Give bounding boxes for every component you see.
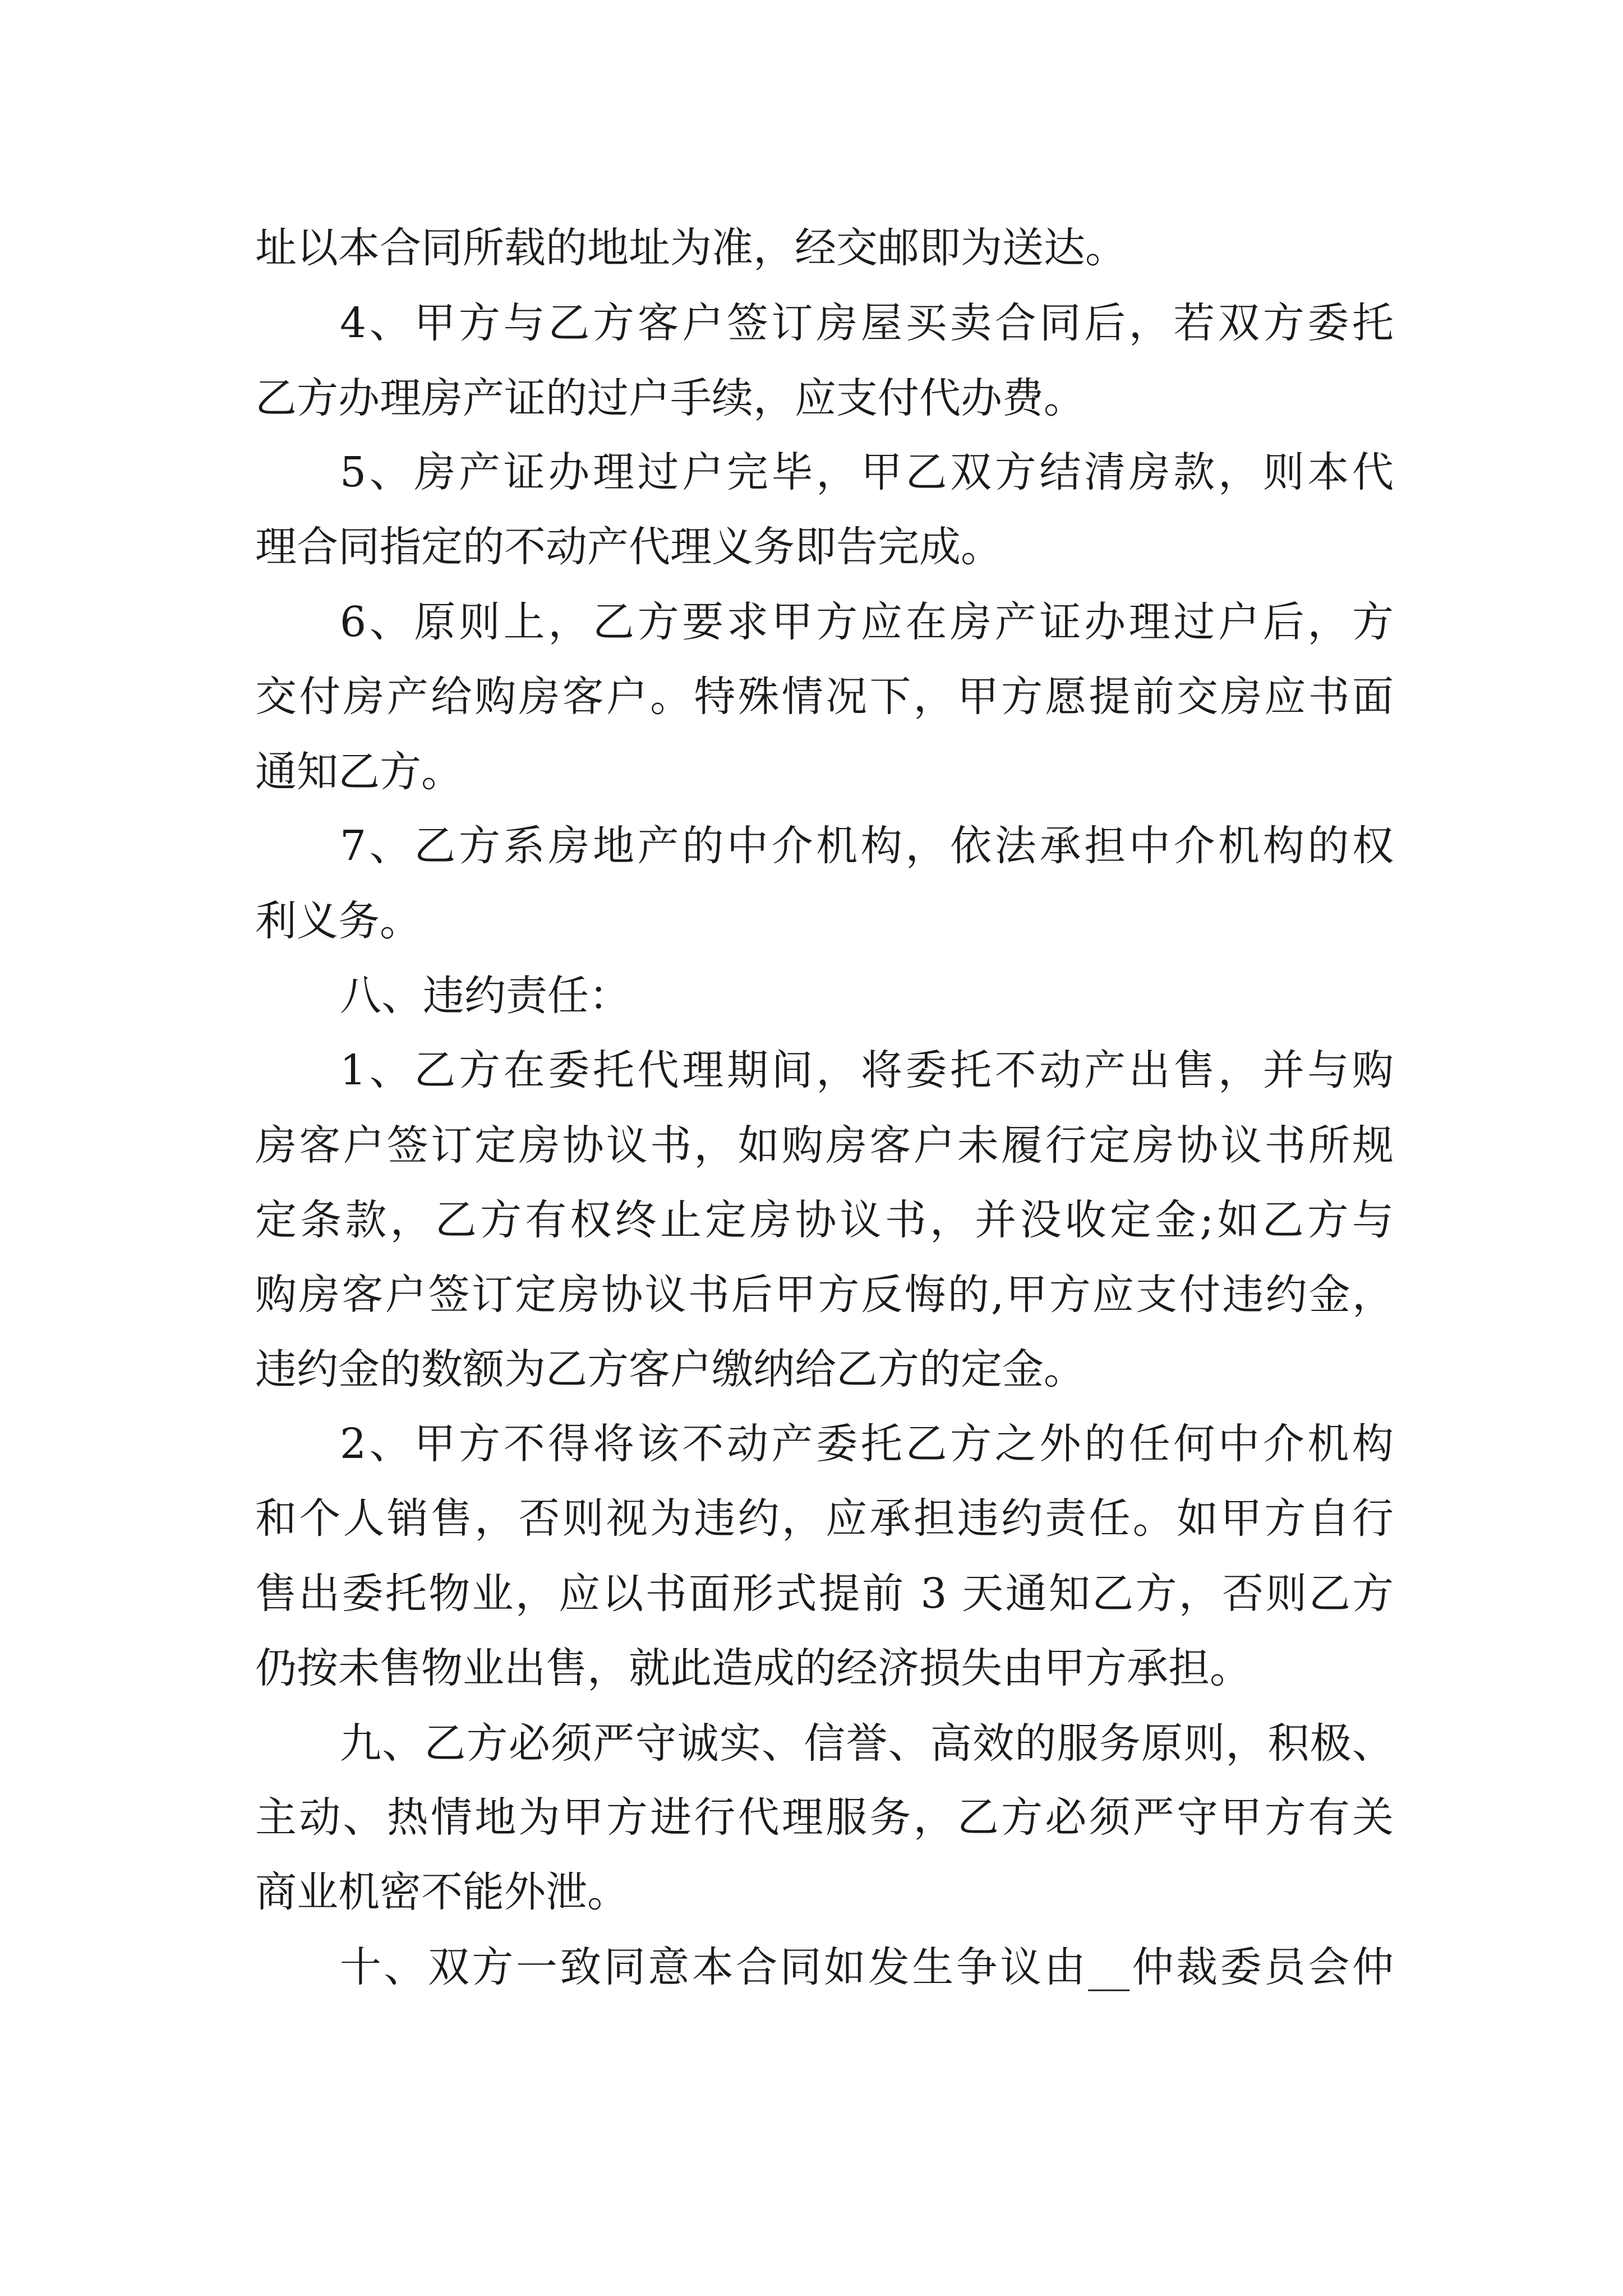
section-heading: 八、违约责任： (340, 972, 630, 1020)
text-line-10: 利义务。 (255, 897, 421, 945)
text-line-2: 4、甲方与乙方客户签订房屋买卖合同后，若双方委托 (340, 299, 1394, 347)
text-line-23: 商业机密不能外泄。 (255, 1868, 629, 1916)
text-line-6: 6、原则上，乙方要求甲方应在房产证办理过户后，方 (340, 598, 1394, 646)
text-line-3: 乙方办理房产证的过户手续，应支付代办费。 (255, 374, 1085, 422)
text-line-17: 2、甲方不得将该不动产委托乙方之外的任何中介机构 (340, 1420, 1394, 1468)
text-line-19: 售出委托物业，应以书面形式提前 3 天通知乙方，否则乙方 (255, 1570, 1394, 1618)
text-line-14: 定条款，乙方有权终止定房协议书，并没收定金;如乙方与 (255, 1196, 1394, 1244)
text-line-8: 通知乙方。 (255, 748, 463, 796)
text-line-16: 违约金的数额为乙方客户缴纳给乙方的定金。 (255, 1345, 1085, 1393)
text-line-13: 房客户签订定房协议书，如购房客户未履行定房协议书所规 (255, 1121, 1394, 1170)
text-line-24: 十、双方一致同意本合同如发生争议由__仲裁委员会仲 (340, 1943, 1394, 1991)
text-line-18: 和个人销售，否则视为违约，应承担违约责任。如甲方自行 (255, 1494, 1394, 1543)
text-line-12: 1、乙方在委托代理期间，将委托不动产出售，并与购 (340, 1046, 1394, 1094)
text-line-1: 址以本合同所载的地址为准，经交邮即为送达。 (255, 224, 1127, 272)
text-line-20: 仍按未售物业出售，就此造成的经济损失由甲方承担。 (255, 1644, 1251, 1692)
text-line-15: 购房客户签订定房协议书后甲方反悔的,甲方应支付违约金， (255, 1271, 1394, 1319)
text-line-7: 交付房产给购房客户。特殊情况下，甲方愿提前交房应书面 (255, 673, 1394, 721)
text-line-4: 5、房产证办理过户完毕，甲乙双方结清房款，则本代 (340, 448, 1394, 496)
text-line-5: 理合同指定的不动产代理义务即告完成。 (255, 523, 1002, 571)
text-line-21: 九、乙方必须严守诚实、信誉、高效的服务原则，积极、 (340, 1719, 1394, 1768)
text-line-22: 主动、热情地为甲方进行代理服务，乙方必须严守甲方有关 (255, 1793, 1394, 1842)
text-line-9: 7、乙方系房地产的中介机构，依法承担中介机构的权 (340, 822, 1394, 870)
